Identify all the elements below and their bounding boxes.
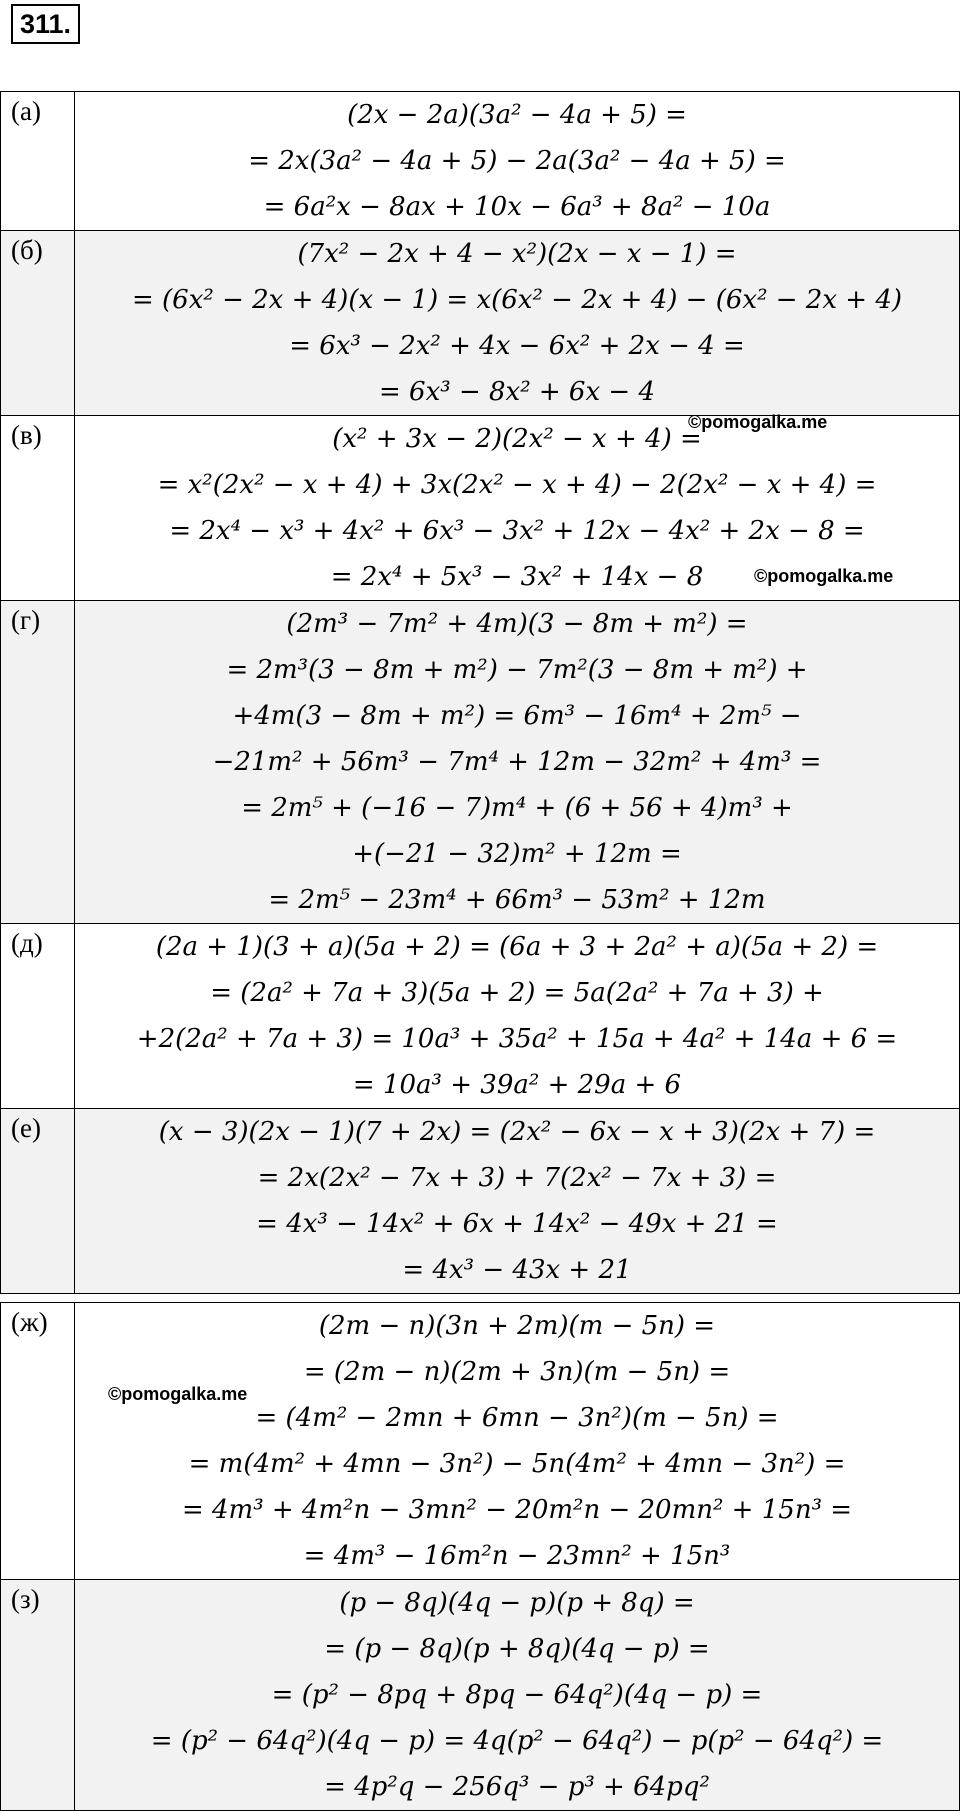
math-line: = (2a² + 7a + 3)(5a + 2) = 5a(2a² + 7a + 3) + [210, 978, 824, 1008]
math-line: = 6a²x − 8ax + 10x − 6a³ + 8a² − 10a [263, 192, 771, 222]
math-line: = 4m³ + 4m²n − 3mn² − 20m²n − 20mn² + 15n³ = [181, 1495, 853, 1525]
math-line: = (6x² − 2x + 4)(x − 1) = x(6x² − 2x + 4) − (6x² − 2x + 4) [131, 285, 903, 315]
math-line: = 2x⁴ − x³ + 4x² + 6x³ − 3x² + 12x − 4x² + 2x − 8 = [169, 516, 865, 546]
solution-row [1, 92, 960, 231]
problem-number: 311. [11, 4, 80, 44]
math-line: +(−21 − 32)m² + 12m = [352, 839, 682, 869]
row-label: (ж) [1, 1303, 75, 1580]
math-line: = m(4m² + 4mn − 3n²) − 5n(4m² + 4mn − 3n²) = [188, 1449, 846, 1479]
math-line: = 2m⁵ − 23m⁴ + 66m³ − 53m² + 12m [268, 885, 766, 915]
math-line: = 2m³(3 − 8m + m²) − 7m²(3 − 8m + m²) + [226, 655, 808, 685]
watermark: ©pomogalka.me [688, 412, 828, 432]
math-line: (2m − n)(3n + 2m)(m − 5n) = [318, 1311, 716, 1341]
row-label: (г) [1, 601, 75, 924]
solution-row [1, 1109, 960, 1294]
math-line: = (p − 8q)(p + 8q)(4q − p) = [324, 1634, 710, 1664]
math-cell [75, 92, 960, 231]
math-line: = 2m⁵ + (−16 − 7)m⁴ + (6 + 56 + 4)m³ + [241, 793, 793, 823]
solution-table-2 [0, 1302, 960, 1811]
math-cell [75, 231, 960, 416]
row-label: (д) [1, 924, 75, 1109]
math-line: = 4p²q − 256q³ − p³ + 64pq² [324, 1772, 710, 1802]
row-label: (з) [1, 1580, 75, 1811]
solution-row [1, 601, 960, 924]
math-line: = 2x(3a² − 4a + 5) − 2a(3a² − 4a + 5) = [248, 146, 786, 176]
math-line: (2m³ − 7m² + 4m)(3 − 8m + m²) = [286, 609, 748, 639]
math-line: = 10a³ + 39a² + 29a + 6 [352, 1070, 682, 1100]
math-line: = (p² − 8pq + 8pq − 64q²)(4q − p) = [271, 1680, 763, 1710]
math-line: (p − 8q)(4q − p)(p + 8q) = [339, 1588, 695, 1618]
row-label: (в) [1, 416, 75, 601]
math-line: = (4m² − 2mn + 6mn − 3n²)(m − 5n) = [255, 1403, 779, 1433]
math-line: = 6x³ − 8x² + 6x − 4 [379, 377, 655, 407]
math-cell [75, 924, 960, 1109]
math-line: (x² + 3x − 2)(2x² − x + 4) = [332, 424, 702, 454]
math-line: = 6x³ − 2x² + 4x − 6x² + 2x − 4 = [289, 331, 745, 361]
math-line: = (2m − n)(2m + 3n)(m − 5n) = [303, 1357, 731, 1387]
math-line: (x − 3)(2x − 1)(7 + 2x) = (2x² − 6x − x + 3)(2x + 7) = [158, 1117, 876, 1147]
math-line: = 4x³ − 14x² + 6x + 14x² − 49x + 21 = [256, 1209, 778, 1239]
solution-row [1, 231, 960, 416]
math-line: +4m(3 − 8m + m²) = 6m³ − 16m⁴ + 2m⁵ − [232, 701, 802, 731]
math-line: = 4m³ − 16m²n − 23mn² + 15n³ [303, 1541, 731, 1571]
solution-row [1, 1580, 960, 1811]
math-line: = x²(2x² − x + 4) + 3x(2x² − x + 4) − 2(2x² − x + 4) = [157, 470, 877, 500]
math-cell [75, 1109, 960, 1294]
math-cell [75, 1303, 960, 1580]
math-line: = 2x⁴ + 5x³ − 3x² + 14x − 8 [330, 562, 704, 592]
solution-row [1, 924, 960, 1109]
row-label: (е) [1, 1109, 75, 1294]
math-line: = 2x(2x² − 7x + 3) + 7(2x² − 7x + 3) = [257, 1163, 777, 1193]
row-label: (а) [1, 92, 75, 231]
watermark: ©pomogalka.me [754, 566, 894, 586]
watermark: ©pomogalka.me [108, 1384, 248, 1404]
row-label: (б) [1, 231, 75, 416]
math-line: = (p² − 64q²)(4q − p) = 4q(p² − 64q²) − p(p² − 64q²) = [150, 1726, 884, 1756]
math-line: (2x − 2a)(3a² − 4a + 5) = [347, 100, 687, 130]
math-line: −21m² + 56m³ − 7m⁴ + 12m − 32m² + 4m³ = [212, 747, 822, 777]
math-cell [75, 601, 960, 924]
math-line: = 4x³ − 43x + 21 [402, 1255, 632, 1285]
solution-table-1 [0, 91, 960, 1294]
math-line: +2(2a² + 7a + 3) = 10a³ + 35a² + 15a + 4a² + 14a + 6 = [136, 1024, 898, 1054]
math-cell [75, 1580, 960, 1811]
solution-row [1, 1303, 960, 1580]
math-line: (2a + 1)(3 + a)(5a + 2) = (6a + 3 + 2a² + a)(5a + 2) = [155, 932, 879, 962]
math-line: (7x² − 2x + 4 − x²)(2x − x − 1) = [297, 239, 737, 269]
